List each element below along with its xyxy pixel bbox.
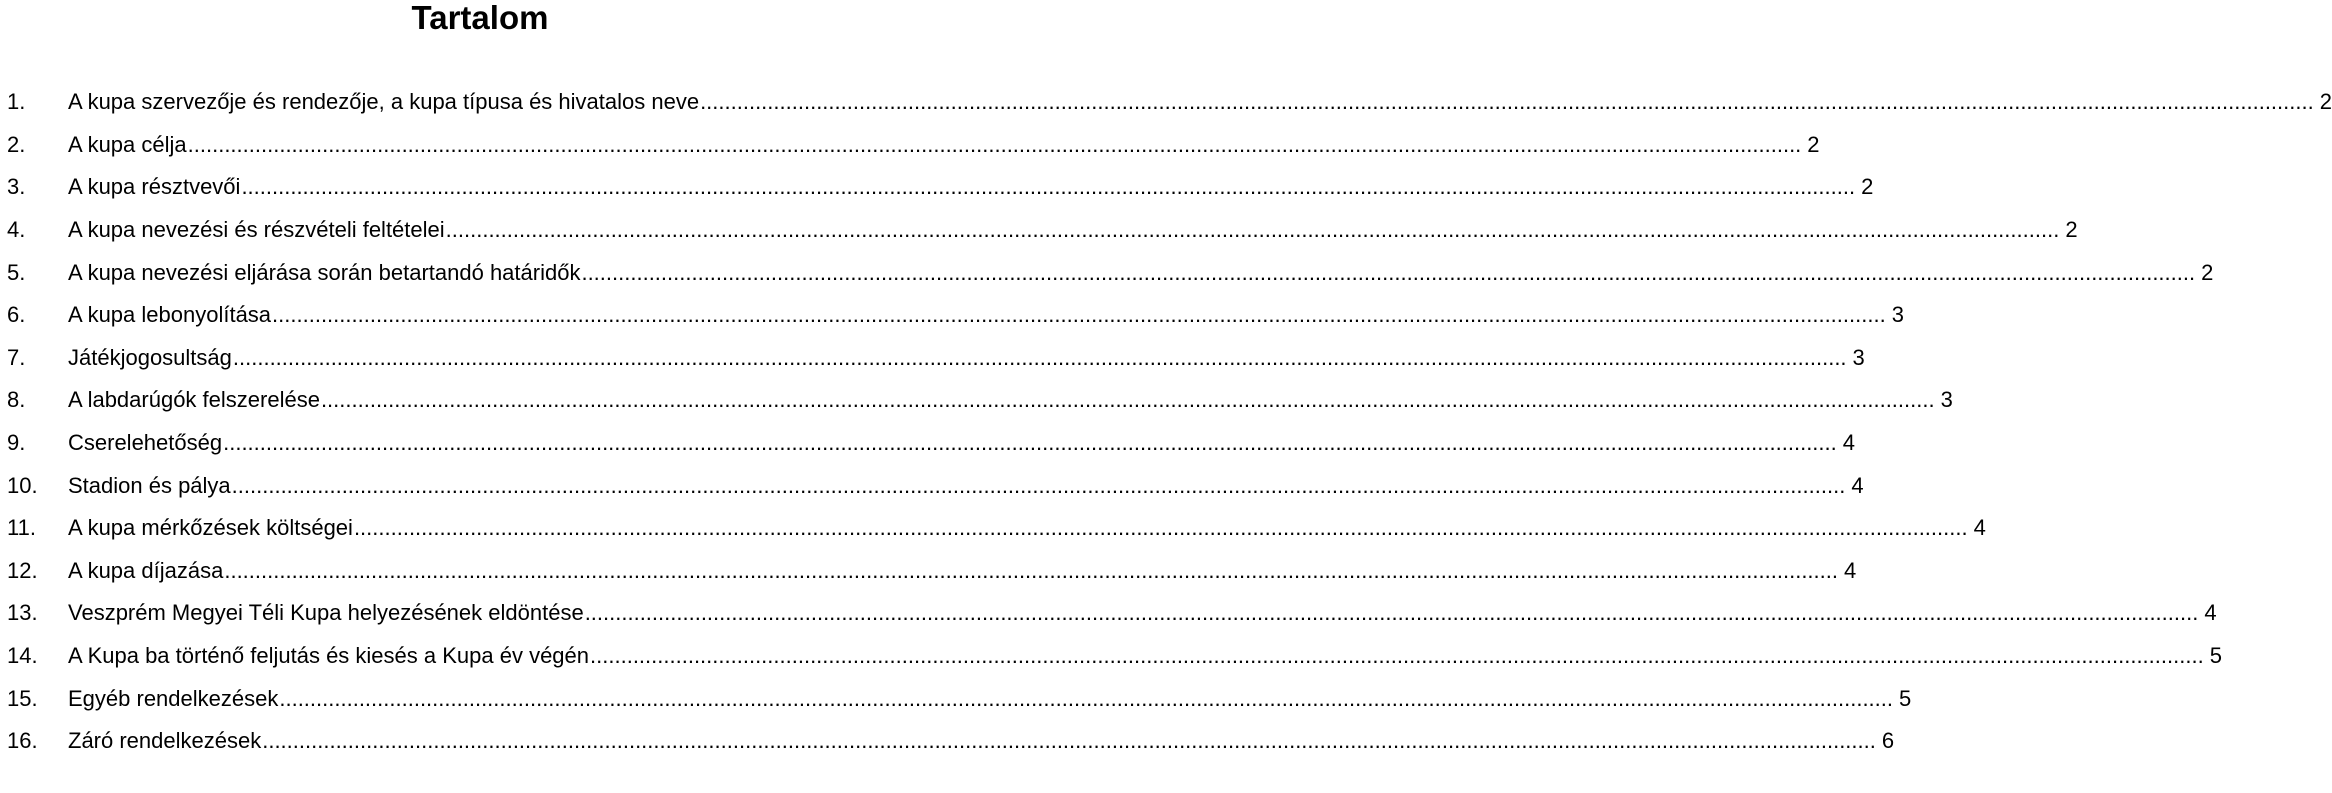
table-of-contents xyxy=(7,81,2332,763)
toc-dot-leader xyxy=(321,387,1935,413)
toc-dot-leader xyxy=(590,643,2204,669)
toc-entry-number: 2. xyxy=(7,131,26,157)
toc-dot-leader xyxy=(279,686,1893,712)
toc-entry-title[interactable]: A kupa díjazása xyxy=(68,557,224,583)
toc-entry[interactable] xyxy=(7,166,1874,209)
toc-dot-leader xyxy=(233,345,1847,371)
toc-entry-page[interactable]: 3 xyxy=(1891,302,1904,328)
toc-entry[interactable] xyxy=(7,294,1904,337)
toc-entry-page[interactable]: 3 xyxy=(1940,387,1953,413)
toc-entry[interactable] xyxy=(7,81,2332,124)
toc-entry-title[interactable]: Cserelehetőség xyxy=(68,430,223,456)
toc-entry-number: 1. xyxy=(7,89,26,115)
toc-entry-number: 16. xyxy=(7,728,38,754)
toc-entry[interactable] xyxy=(7,337,1865,380)
toc-entry-number: 6. xyxy=(7,302,26,328)
toc-entry-title[interactable]: Egyéb rendelkezések xyxy=(68,685,279,711)
toc-entry-title[interactable]: A kupa célja xyxy=(68,131,187,157)
toc-entry-number: 4. xyxy=(7,217,26,243)
toc-entry[interactable] xyxy=(7,209,2078,252)
toc-entry-number: 15. xyxy=(7,685,38,711)
toc-entry-title[interactable]: A kupa lebonyolítása xyxy=(68,302,272,328)
toc-entry-number: 11. xyxy=(7,515,36,541)
toc-entry-number: 10. xyxy=(7,472,38,498)
toc-entry-page[interactable]: 4 xyxy=(2204,600,2217,626)
toc-entry-title[interactable]: Játékjogosultság xyxy=(68,344,232,370)
toc-entry[interactable] xyxy=(7,251,2214,294)
toc-dot-leader xyxy=(700,89,2314,115)
toc-entry-page[interactable]: 5 xyxy=(1899,685,1912,711)
toc-dot-leader xyxy=(446,217,2060,243)
toc-dot-leader xyxy=(241,174,1855,200)
toc-entry-number: 14. xyxy=(7,643,38,669)
toc-dot-leader xyxy=(224,558,1838,584)
toc-entry-number: 12. xyxy=(7,557,38,583)
toc-entry-page[interactable]: 4 xyxy=(1973,515,1986,541)
toc-dot-leader xyxy=(223,430,1837,456)
toc-dot-leader xyxy=(272,302,1886,328)
toc-dot-leader xyxy=(262,728,1876,754)
toc-entry-page[interactable]: 4 xyxy=(1851,472,1864,498)
toc-entry-page[interactable]: 2 xyxy=(2065,217,2078,243)
toc-entry-page[interactable]: 5 xyxy=(2209,643,2222,669)
toc-entry[interactable] xyxy=(7,550,1857,593)
toc-entry[interactable] xyxy=(7,635,2222,678)
toc-entry-page[interactable]: 2 xyxy=(2201,259,2214,285)
toc-entry-title[interactable]: Záró rendelkezések xyxy=(68,728,262,754)
toc-dot-leader xyxy=(354,515,1968,541)
toc-entry-title[interactable]: A kupa résztvevői xyxy=(68,174,241,200)
toc-dot-leader xyxy=(188,132,1802,158)
toc-entry-page[interactable]: 2 xyxy=(2319,89,2332,115)
toc-dot-leader xyxy=(232,473,1846,499)
toc-entry[interactable] xyxy=(7,464,1864,507)
toc-entry-number: 5. xyxy=(7,259,26,285)
toc-entry-number: 3. xyxy=(7,174,26,200)
page-title: Tartalom xyxy=(411,0,549,36)
toc-entry-number: 7. xyxy=(7,344,26,370)
toc-entry-title[interactable]: A kupa szervezője és rendezője, a kupa típusa és hivatalos neve xyxy=(68,89,700,115)
toc-entry-title[interactable]: Stadion és pálya xyxy=(68,472,231,498)
toc-entry-number: 13. xyxy=(7,600,38,626)
toc-entry-page[interactable]: 2 xyxy=(1861,174,1874,200)
toc-entry-page[interactable]: 4 xyxy=(1844,557,1857,583)
toc-entry[interactable] xyxy=(7,422,1856,465)
toc-entry-title[interactable]: A kupa nevezési és részvételi feltételei xyxy=(68,217,445,243)
toc-entry-page[interactable]: 3 xyxy=(1852,344,1865,370)
toc-entry[interactable] xyxy=(7,379,1953,422)
toc-entry-title[interactable]: A Kupa ba történő feljutás és kiesés a Kupa év végén xyxy=(68,643,590,669)
toc-entry[interactable] xyxy=(7,507,1986,550)
toc-entry-page[interactable]: 6 xyxy=(1881,728,1895,754)
toc-dot-leader xyxy=(581,260,2195,286)
toc-entry-title[interactable]: A kupa mérkőzések költségei xyxy=(68,515,353,541)
toc-entry-number: 8. xyxy=(7,387,26,413)
toc-entry-number: 9. xyxy=(7,430,26,456)
toc-dot-leader xyxy=(585,600,2199,626)
toc-entry[interactable] xyxy=(7,592,2217,635)
toc-entry[interactable] xyxy=(7,720,1895,763)
toc-entry-title[interactable]: Veszprém Megyei Téli Kupa helyezésének eldöntése xyxy=(68,600,584,626)
toc-entry[interactable] xyxy=(7,677,1912,720)
toc-entry-title[interactable]: A labdarúgók felszerelése xyxy=(68,387,320,413)
toc-entry[interactable] xyxy=(7,124,1820,167)
toc-entry-title[interactable]: A kupa nevezési eljárása során betartandó határidők xyxy=(68,259,581,285)
toc-entry-page[interactable]: 4 xyxy=(1842,430,1856,456)
toc-entry-page[interactable]: 2 xyxy=(1807,131,1820,157)
